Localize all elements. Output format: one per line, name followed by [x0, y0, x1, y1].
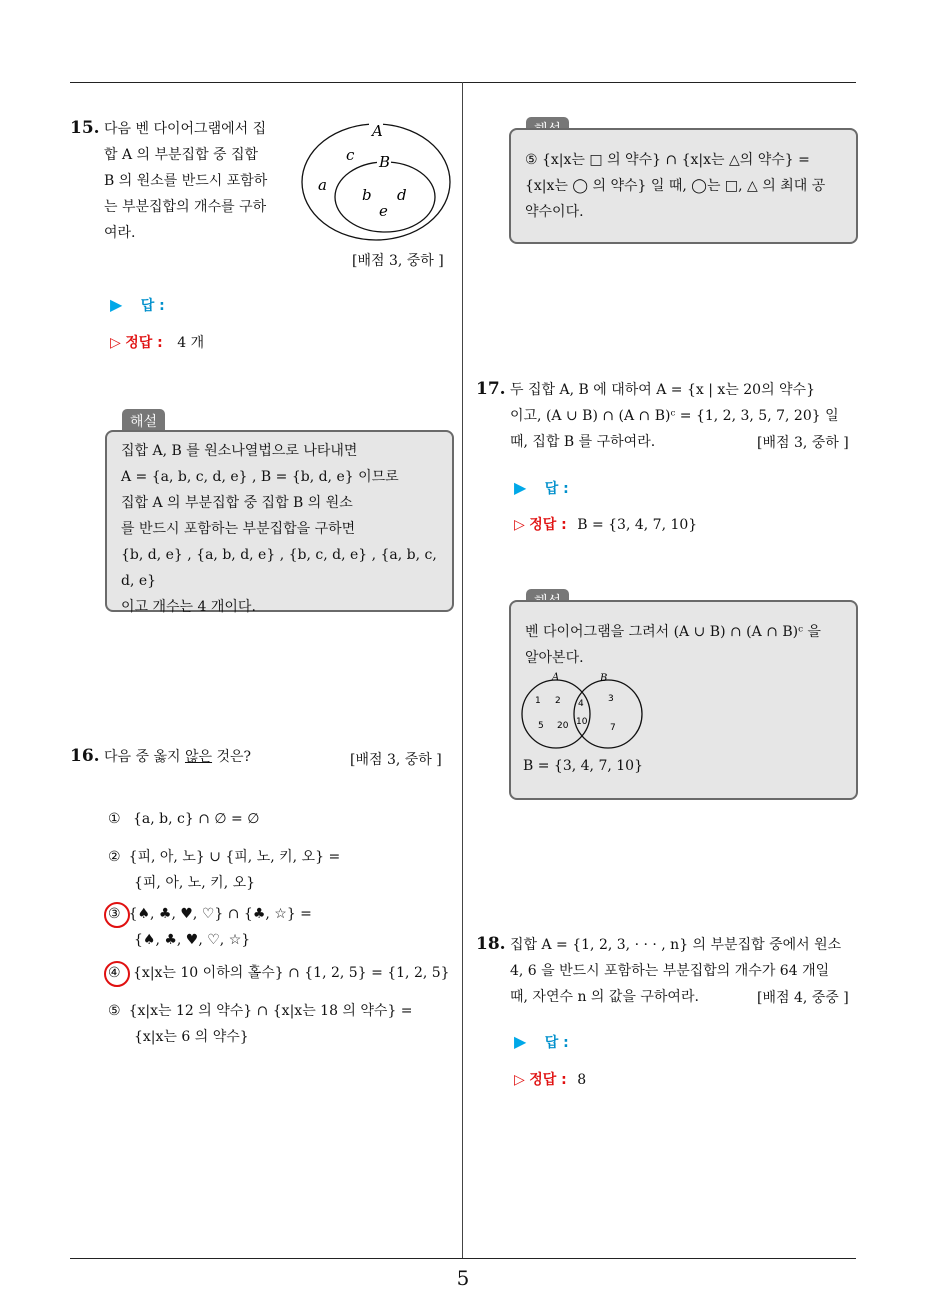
q18-correct-row [514, 1069, 586, 1089]
q15-line: 는 부분집합의 개수를 구하 [104, 199, 267, 215]
venn-element: 4 [578, 699, 584, 709]
solution-line: 집합 A, B 를 원소나열법으로 나타내면 [121, 443, 358, 459]
q15-correct-row [110, 332, 204, 352]
top-rule [70, 82, 856, 83]
choice-text: {x|x는 12 의 약수} ∩ {x|x는 18 의 약수} = [128, 1003, 413, 1019]
choice-text: {피, 아, 노} ∪ {피, 노, 키, 오} = [128, 849, 341, 865]
q15-line: B 의 원소를 반드시 포함하 [104, 173, 268, 189]
q15-solution-box [105, 430, 454, 615]
q18-line: 때, 자연수 n 의 값을 구하여라. [510, 989, 699, 1005]
q17-meta: [배점 3, 중하 ] [757, 435, 849, 451]
q15-line: 다음 벤 다이어그램에서 집 [104, 121, 267, 137]
q17-venn-diagram [518, 670, 648, 754]
venn-set-a-circle [522, 680, 590, 748]
venn-element: 1 [535, 696, 541, 706]
answer-label: 답 : [544, 1035, 569, 1051]
choice-text: {♠, ♣, ♥, ♡, ☆} [134, 932, 251, 948]
venn-element: b [362, 186, 372, 204]
q18-number: 18. [476, 934, 506, 954]
venn-element: d [397, 186, 407, 204]
venn-label-b: B [379, 153, 391, 171]
q15-line: 합 A 의 부분집합 중 집합 [104, 147, 259, 163]
q17-correct-row [514, 514, 697, 534]
solution-line: 집합 A 의 부분집합 중 집합 B 의 원소 [121, 495, 353, 511]
solution-line: 알아본다. [525, 650, 584, 666]
venn-element: e [379, 202, 388, 220]
column-divider [462, 82, 463, 1258]
correct-triangle-icon: ▷ [514, 517, 525, 533]
correct-label: 정답 : [529, 517, 567, 533]
venn-label-a: A [552, 672, 560, 683]
q15-solution-tag: 해설 [122, 409, 165, 434]
choice-4[interactable] [108, 960, 450, 986]
q15-meta: [배점 3, 중하 ] [352, 253, 444, 269]
q18-answer-row[interactable] [514, 1032, 569, 1052]
venn-element: 3 [608, 694, 614, 704]
solution-line: 약수이다. [525, 204, 584, 220]
choice-5[interactable] [108, 998, 413, 1050]
q15-line: 여라. [104, 225, 136, 241]
choice-text: {피, 아, 노, 키, 오} [134, 875, 256, 891]
venn-element: 2 [555, 696, 561, 706]
solution-line: {b, d, e} , {a, b, d, e} , {b, c, d, e} , {a, b, c, d, e} [121, 547, 437, 589]
q16-text-before: 다음 중 옳지 [104, 749, 185, 765]
q16-text-underlined: 않은 [184, 749, 213, 765]
choice-text: {♠, ♣, ♥, ♡} ∩ {♣, ☆} = [128, 906, 312, 922]
choice-mark: ⑤ [108, 1003, 121, 1019]
choice-mark: ② [108, 849, 121, 865]
bottom-rule [70, 1258, 856, 1259]
correct-triangle-icon: ▷ [110, 335, 121, 351]
q17-line: 때, 집합 B 를 구하여라. [510, 434, 656, 450]
venn-element: c [346, 146, 355, 164]
q17-answer-row[interactable] [514, 478, 569, 498]
q18-meta: [배점 4, 중중 ] [757, 990, 849, 1006]
solution-line: A = {a, b, c, d, e} , B = {b, d, e} 이므로 [121, 469, 399, 485]
choice-1[interactable] [108, 806, 259, 832]
answer-triangle-icon: ▶ [514, 478, 527, 497]
answer-label: 답 : [140, 298, 165, 314]
answer-triangle-icon: ▶ [110, 295, 123, 314]
venn-label-a: A [372, 122, 383, 140]
q15-number: 15. [70, 118, 100, 138]
venn-element: 7 [610, 723, 616, 733]
red-circle-mark [104, 902, 130, 928]
q17-line: 이고, (A ∪ B) ∩ (A ∩ B)ᶜ = {1, 2, 3, 5, 7, 20} 일 [510, 408, 839, 424]
answer-label: 답 : [544, 481, 569, 497]
page-number: 5 [456, 1266, 470, 1290]
choice-text: {x|x는 6 의 약수} [134, 1029, 249, 1045]
solution-line: 를 반드시 포함하는 부분집합을 구하면 [121, 521, 356, 537]
venn-label-b: B [600, 673, 608, 684]
venn-set-b-ellipse [335, 162, 435, 232]
q16-text-after: 것은? [212, 749, 252, 765]
solution-line: 이고 개수는 4 개이다. [121, 599, 256, 615]
solution-line: {x|x는 ◯ 의 약수} 일 때, ◯는 □, △ 의 최대 공 [525, 178, 826, 194]
venn-element: 5 [538, 721, 544, 731]
q16-meta: [배점 3, 중하 ] [350, 752, 442, 768]
venn-element: 20 [557, 721, 569, 731]
red-circle-mark [104, 961, 130, 987]
choice-2[interactable] [108, 844, 340, 896]
choice-mark: ① [108, 811, 121, 827]
solution-line: 벤 다이어그램을 그려서 (A ∪ B) ∩ (A ∩ B)ᶜ 을 [525, 624, 821, 640]
correct-value: 8 [577, 1072, 587, 1088]
q18-line: 집합 A = {1, 2, 3, · · · , n} 의 부분집합 중에서 원소 [510, 937, 842, 953]
venn-set-b-circle [574, 680, 642, 748]
q17-line: 두 집합 A, B 에 대하여 A = {x | x는 20의 약수} [510, 382, 815, 398]
choice-3[interactable] [108, 901, 312, 953]
choice-mark: ④ [108, 965, 121, 981]
venn-element: 10 [576, 717, 588, 727]
choice-mark: ③ [108, 906, 121, 922]
correct-value: B = {3, 4, 7, 10} [577, 517, 698, 533]
q16-text [104, 744, 251, 770]
correct-value: 4 개 [177, 335, 205, 351]
q18-line: 4, 6 을 반드시 포함하는 부분집합의 개수가 64 개일 [510, 963, 830, 979]
choice-text: {a, b, c} ∩ ∅ = ∅ [133, 811, 260, 827]
correct-label: 정답 : [125, 335, 163, 351]
q16-solution-box [509, 128, 858, 244]
q17-number: 17. [476, 379, 506, 399]
solution-line: ⑤ {x|x는 □ 의 약수} ∩ {x|x는 △의 약수} = [525, 152, 810, 168]
correct-triangle-icon: ▷ [514, 1072, 525, 1088]
answer-triangle-icon: ▶ [514, 1032, 527, 1051]
q15-text [104, 116, 294, 246]
venn-element: a [318, 176, 327, 194]
q17-solution-result: B = {3, 4, 7, 10} [523, 758, 643, 774]
correct-label: 정답 : [529, 1072, 567, 1088]
q15-venn-diagram [298, 118, 458, 248]
choice-text: {x|x는 10 이하의 홀수} ∩ {1, 2, 5} = {1, 2, 5} [133, 965, 450, 981]
q15-answer-row[interactable] [110, 295, 165, 315]
q16-number: 16. [70, 746, 100, 766]
